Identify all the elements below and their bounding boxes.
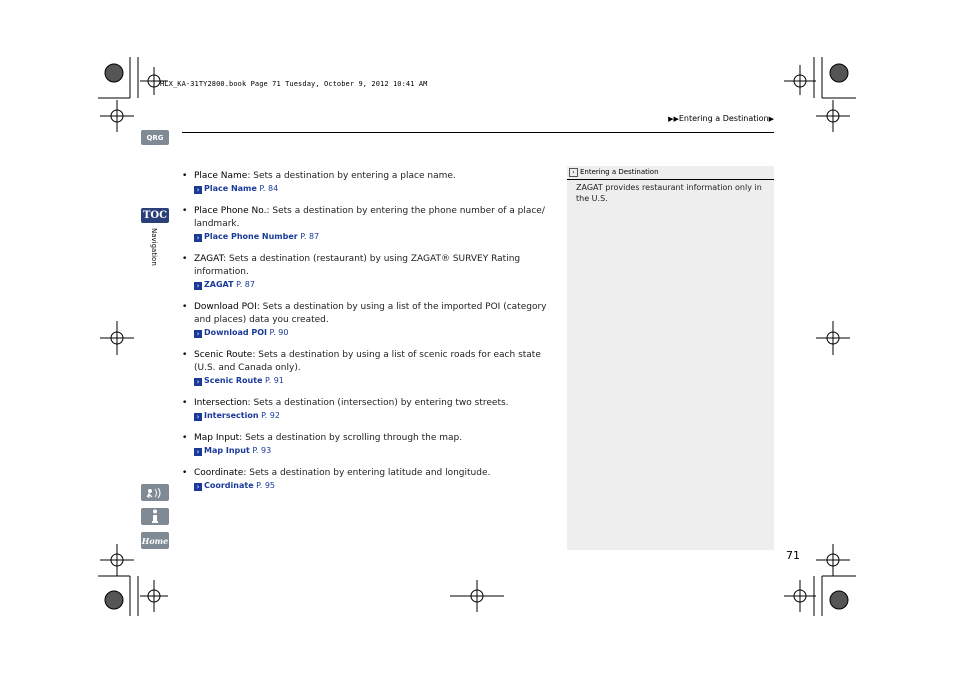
list-item [182, 301, 552, 338]
ref-title[interactable]: Map Input [204, 446, 250, 455]
bullet: • [182, 206, 188, 216]
item-desc: : Sets a destination by scrolling through the map. [239, 433, 463, 443]
sidebar-title: Entering a Destination [580, 168, 659, 176]
ref-title[interactable]: Place Phone Number [204, 232, 298, 241]
ref-page[interactable]: P. 93 [249, 446, 272, 455]
ref-page[interactable]: P. 92 [258, 411, 280, 420]
item-term: Map Input [194, 433, 240, 443]
note-icon: › [569, 168, 578, 177]
breadcrumb-label[interactable]: Entering a Destination [678, 114, 769, 123]
item-term: Place Phone No. [194, 206, 267, 216]
item-desc: : Sets a destination by using a list of scenic roads for each state (U.S. and Canada only). [194, 350, 541, 373]
item-desc: : Sets a destination (intersection) by entering two streets. [247, 398, 509, 408]
bullet: • [182, 254, 188, 264]
bullet: • [182, 350, 188, 360]
bullet: • [182, 468, 188, 478]
bullet: • [182, 398, 188, 408]
breadcrumb-suffix: ▶ [768, 115, 774, 123]
cross-reference-link[interactable] [194, 375, 552, 386]
voice-command-icon [146, 486, 164, 500]
ref-title[interactable]: Coordinate [204, 481, 254, 490]
link-arrow-icon: › [194, 234, 202, 242]
list-item [182, 205, 552, 242]
item-term: ZAGAT [194, 254, 224, 264]
voice-command-button[interactable] [141, 484, 169, 501]
home-icon: Home [141, 535, 169, 546]
section-tab-navigation[interactable]: Navigation [150, 228, 158, 266]
bullet: • [182, 302, 188, 312]
list-item [182, 432, 552, 456]
list-item [182, 349, 552, 386]
header-rule [182, 132, 774, 133]
item-desc: : Sets a destination (restaurant) by using ZAGAT® SURVEY Rating information. [194, 254, 521, 277]
link-arrow-icon: › [194, 186, 202, 194]
sidebar-note: ZAGAT provides restaurant information only in the U.S. [576, 183, 762, 203]
ref-page[interactable]: P. 95 [253, 481, 276, 490]
destination-options-list [182, 170, 552, 502]
page-number: 71 [786, 549, 800, 562]
cross-reference-link[interactable] [194, 279, 552, 290]
ref-page[interactable]: P. 90 [267, 328, 289, 337]
item-term: Coordinate [194, 468, 244, 478]
link-arrow-icon: › [194, 483, 202, 491]
link-arrow-icon: › [194, 413, 202, 421]
cross-reference-link[interactable] [194, 327, 552, 338]
home-button[interactable] [141, 532, 169, 549]
breadcrumb[interactable] [668, 114, 774, 123]
cross-reference-link[interactable] [194, 445, 552, 456]
bullet: • [182, 433, 188, 443]
bullet: • [182, 171, 188, 181]
item-term: Download POI [194, 302, 257, 312]
ref-page[interactable]: P. 84 [256, 184, 279, 193]
item-term: Intersection [194, 398, 248, 408]
ref-title[interactable]: ZAGAT [204, 280, 234, 289]
list-item [182, 170, 552, 194]
item-desc: : Sets a destination by entering the phone number of a place/ landmark. [194, 206, 545, 229]
ref-page[interactable]: P. 87 [297, 232, 320, 241]
item-desc: : Sets a destination by entering a place name. [247, 171, 456, 181]
item-desc: : Sets a destination by using a list of the imported POI (category and places) data you created. [194, 302, 547, 325]
cross-reference-link[interactable] [194, 231, 552, 242]
link-arrow-icon: › [194, 448, 202, 456]
info-button[interactable] [141, 508, 169, 525]
link-arrow-icon: › [194, 330, 202, 338]
print-header: HLX_KA-31TY2800.book Page 71 Tuesday, October 9, 2012 10:41 AM [160, 80, 428, 88]
qrg-tab[interactable]: QRG [141, 130, 169, 145]
item-term: Place Name [194, 171, 248, 181]
ref-title[interactable]: Scenic Route [204, 376, 263, 385]
link-arrow-icon: › [194, 378, 202, 386]
ref-page[interactable]: P. 91 [262, 376, 284, 385]
cross-reference-link[interactable] [194, 183, 552, 194]
ref-title[interactable]: Download POI [204, 328, 268, 337]
ref-title[interactable]: Intersection [204, 411, 259, 420]
list-item [182, 467, 552, 491]
list-item [182, 253, 552, 290]
cross-reference-link[interactable] [194, 410, 552, 421]
item-desc: : Sets a destination by entering latitude and longitude. [243, 468, 491, 478]
ref-page[interactable]: P. 87 [233, 280, 255, 289]
cross-reference-link[interactable] [194, 480, 552, 491]
ref-title[interactable]: Place Name [204, 184, 257, 193]
link-arrow-icon: › [194, 282, 202, 290]
list-item [182, 397, 552, 421]
note-sidebar [567, 166, 774, 550]
breadcrumb-prefix: ▶▶ [668, 115, 679, 123]
info-icon [149, 509, 161, 524]
item-term: Scenic Route [194, 350, 253, 360]
toc-tab[interactable]: TOC [142, 210, 168, 221]
sidebar-header [567, 166, 774, 180]
